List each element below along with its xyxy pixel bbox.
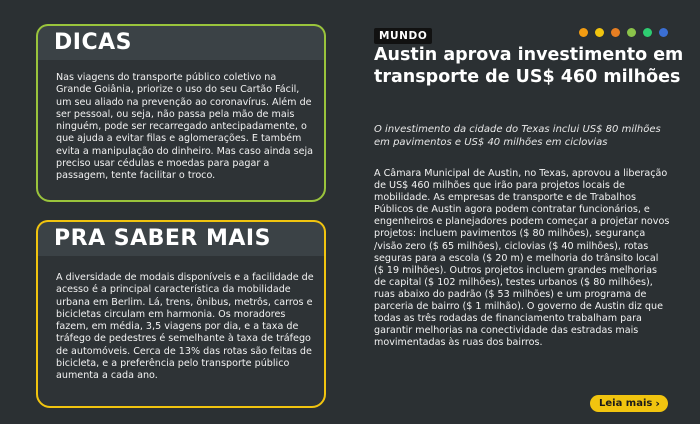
color-dots <box>579 28 668 37</box>
chevron-right-icon: › <box>655 396 660 410</box>
dicas-card <box>36 24 326 202</box>
pra-saber-mais-title: PRA SABER MAIS <box>36 220 326 256</box>
dot-blue <box>659 28 668 37</box>
pra-saber-mais-text: A diversidade de modais disponíveis e a facilidade de acesso é a principal característica da mobilidade urbana em Berlim. Lá, trens, ônibus, metrôs, carros e bicicletas circulam em harmonia. Os moradores fazem, em média, 3,5 viagens por dia, e a taxa de tráfego de pedestres é semelhante à taxa de tráfego de automóveis. Cerca de 13% das rotas são feitas de bicicleta, e a preferência pelo transporte público aumenta a cada ano. <box>56 272 314 382</box>
dot-green <box>643 28 652 37</box>
article-body: A Câmara Municipal de Austin, no Texas, aprovou a liberação de US$ 460 milhões que irão para projetos locais de mobilidade. As empresas de transporte e de Trabalhos Públicos de Austin agora podem contratar funcionários, e engenheiros e planejadores podem começar a projetar novos projetos: incluem pavimentos ($ 80 milhões), segurança /visão zero ($ 65 milhões), ciclovias ($ 40 milhões), rotas seguras para a escola ($ 20 m) e melhoria do trânsito local ($ 19 milhões). Outros projetos incluem grandes melhorias de capital ($ 102 milhões), testes urbanos ($ 80 milhões), ruas abaixo do padrão ($ 53 milhões) e um programa de parceria de bairro ($ 1 milhão). O governo de Austin diz que todas as três rodadas de financiamento trabalham para garantir melhorias na conectividade das estradas mais movimentadas às ruas dos bairros. <box>374 168 670 349</box>
dot-orange <box>579 28 588 37</box>
read-more-label: Leia mais <box>599 398 653 409</box>
pra-saber-mais-card <box>36 220 326 408</box>
dicas-text: Nas viagens do transporte público coletivo na Grande Goiânia, priorize o uso do seu Cartão Fácil, um seu aliado na prevenção ao coronavírus. Além de ser pessoal, ou seja, não passa pela mão de mais ninguém, pode ser recarregado antecipadamente, o que ajuda a evitar filas e aglomerações. E também evita a manipulação do dinheiro. Mas caso ainda seja preciso usar cédulas e moedas para pagar a passagem, tente facilitar o troco. <box>56 72 314 182</box>
dicas-title: DICAS <box>36 24 326 60</box>
dot-yellow <box>595 28 604 37</box>
section-tag: MUNDO <box>374 28 432 44</box>
article-subhead: O investimento da cidade do Texas inclui US$ 80 milhões em pavimentos e US$ 40 milhões em ciclovias <box>374 124 661 148</box>
article-headline: Austin aprova investimento em transporte de US$ 460 milhões <box>374 45 684 87</box>
read-more-button[interactable] <box>590 395 668 412</box>
dot-dark-orange <box>611 28 620 37</box>
dot-lime <box>627 28 636 37</box>
